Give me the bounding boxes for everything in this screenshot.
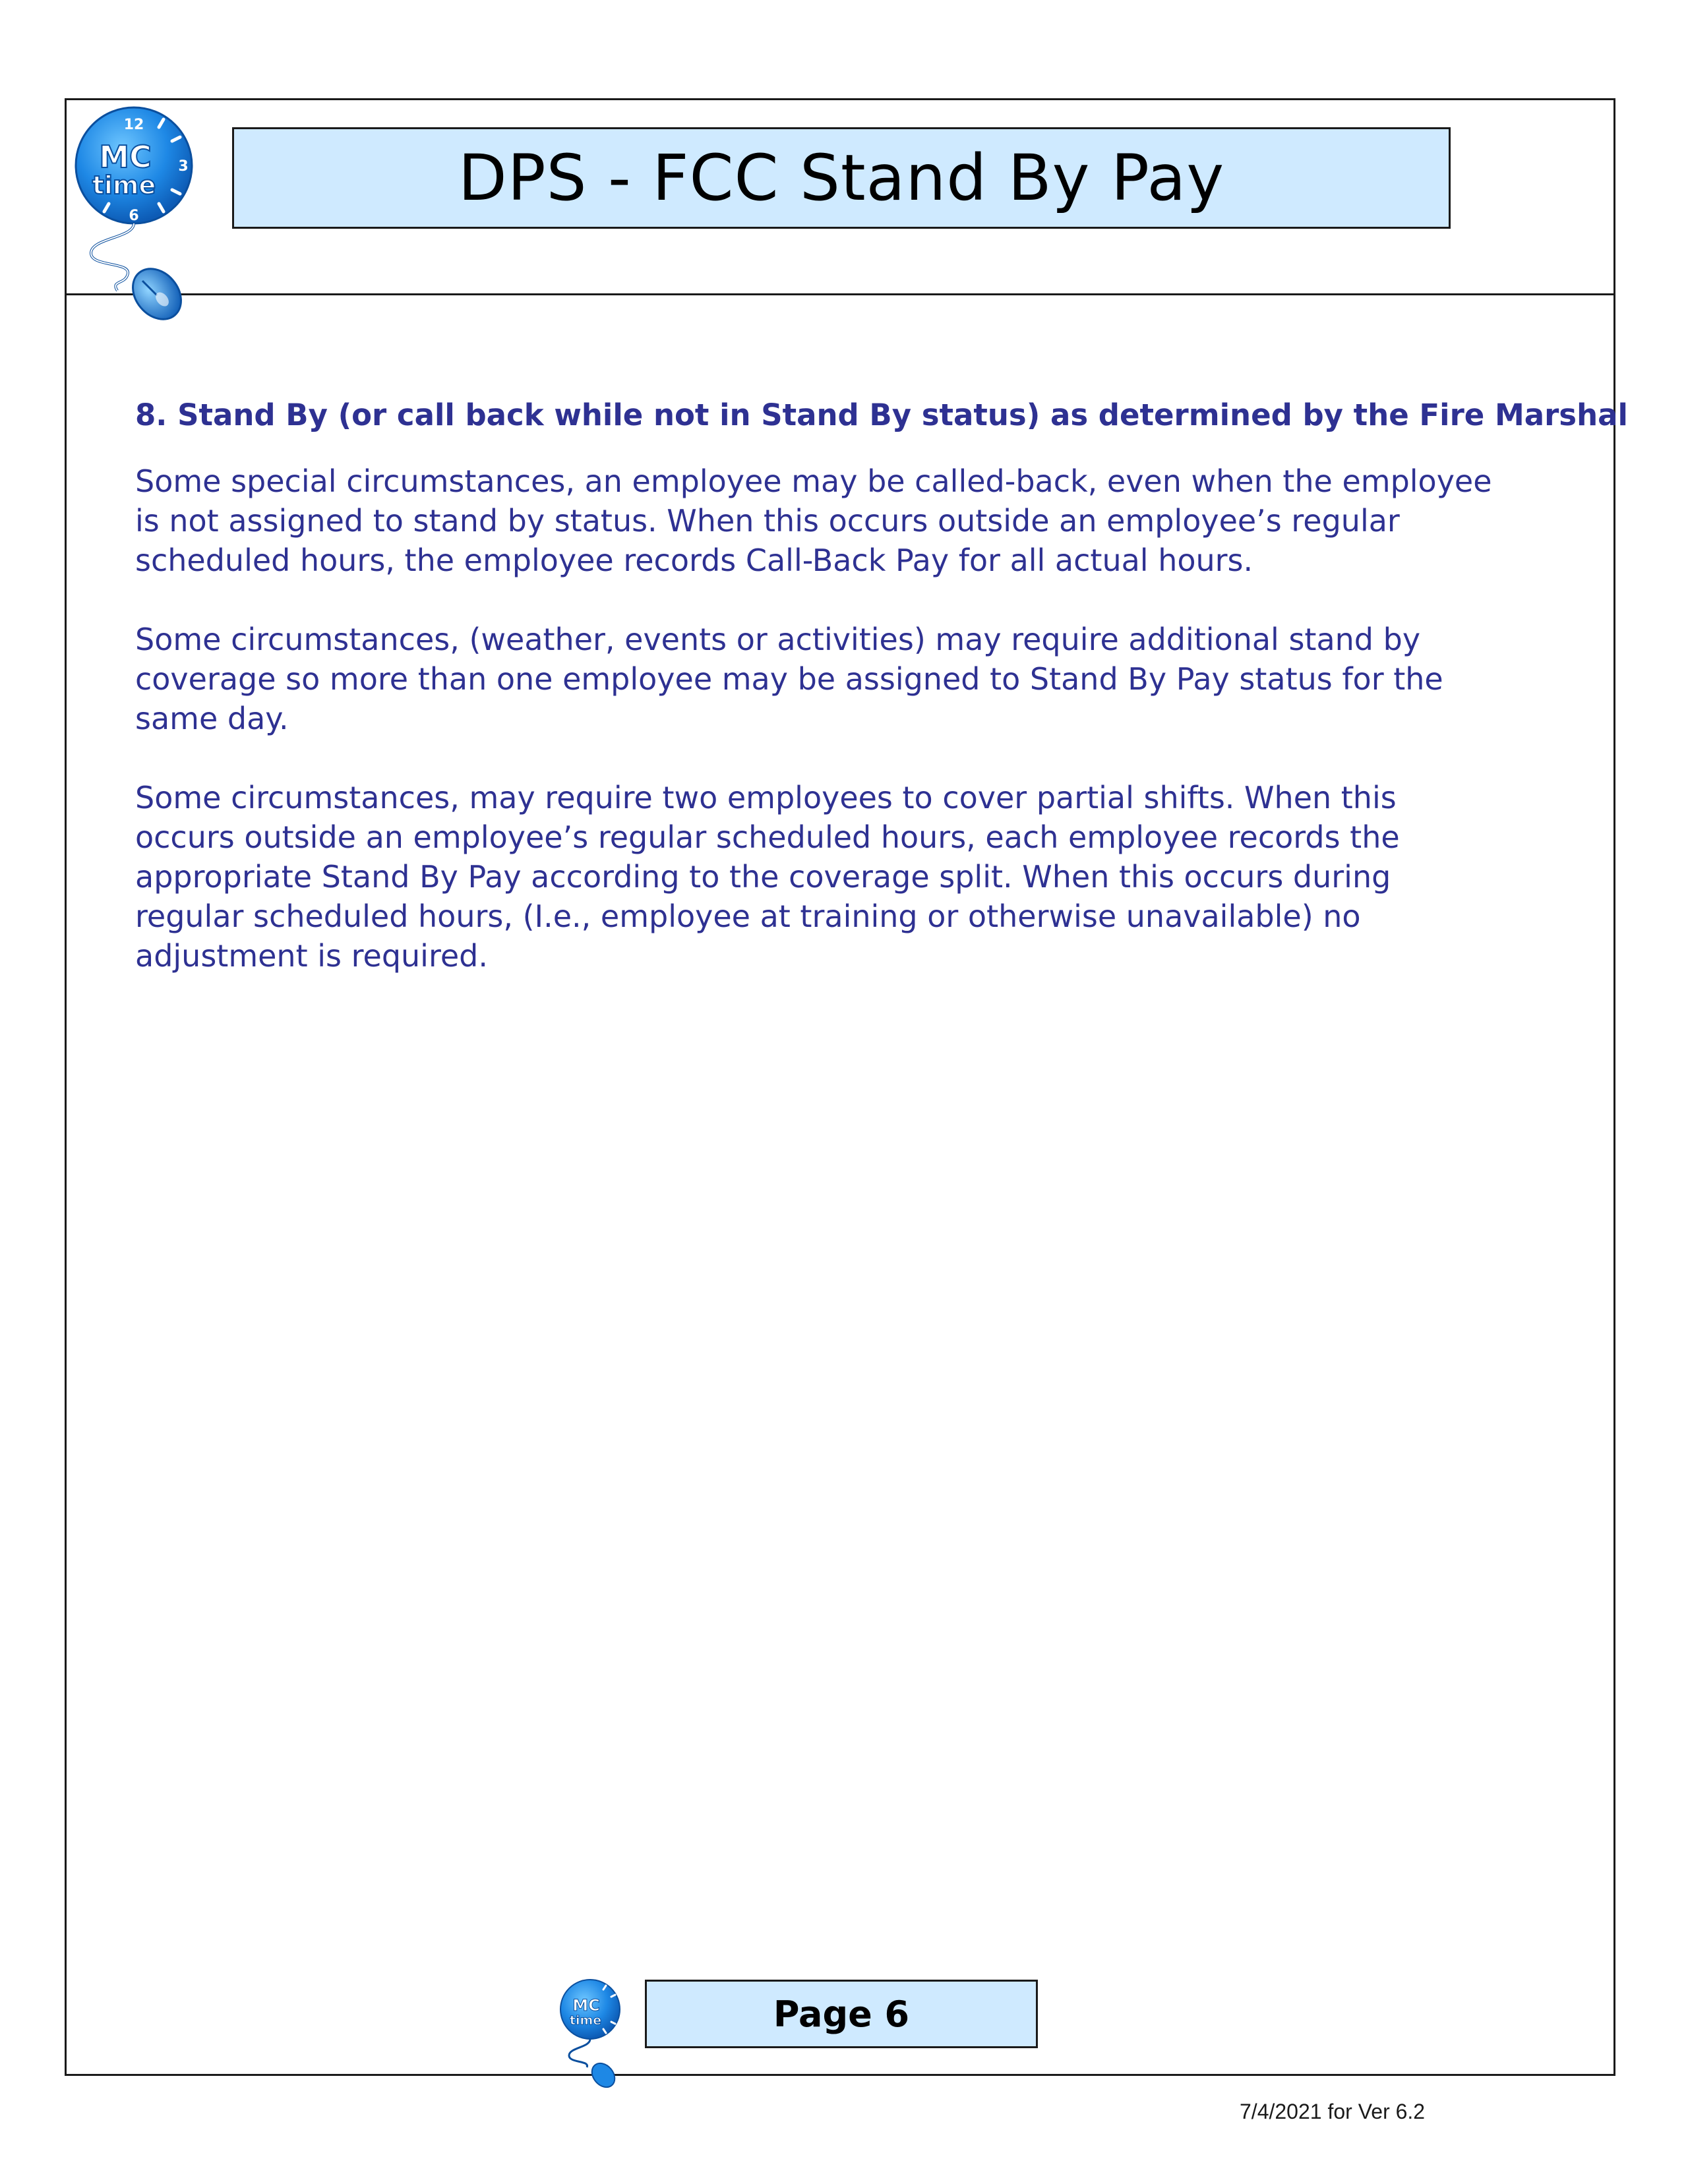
title-box bbox=[232, 127, 1451, 229]
svg-text:6: 6 bbox=[129, 208, 139, 224]
version-note: 7/4/2021 for Ver 6.2 bbox=[1240, 2100, 1426, 2123]
header-divider bbox=[65, 293, 1615, 295]
logo-mc-text: MC bbox=[99, 139, 152, 175]
paragraph-partial-shifts: Some circumstances, may require two employees to cover partial shifts. When this occurs outside an employee’s regular scheduled hours, each employee records the appropriate Stand By Pay according to the coverage split. When this occurs during regular scheduled hours, (I.e., employee at training or otherwise unavailable) no adjustment is required. bbox=[135, 780, 1400, 974]
logo-time-text: time bbox=[92, 171, 156, 200]
footer-logo-time-text: time bbox=[569, 2013, 602, 2028]
mc-time-logo-icon bbox=[71, 103, 203, 320]
svg-text:12: 12 bbox=[123, 117, 144, 133]
section-heading: 8. Stand By (or call back while not in Stand By status) as determined by the Fire Marshal bbox=[135, 398, 1628, 432]
page-number-box bbox=[645, 1980, 1038, 2048]
page-title: DPS - FCC Stand By Pay bbox=[458, 141, 1225, 215]
page-number: Page 6 bbox=[773, 1993, 910, 2035]
document-body bbox=[135, 389, 1628, 1015]
paragraph-call-back: Some special circumstances, an employee may be called-back, even when the employee is not assigned to stand by status. When this occurs outside an employee’s regular scheduled hours, the employee records Call-Back Pay for all actual hours. bbox=[135, 463, 1492, 578]
paragraph-additional-coverage: Some circumstances, (weather, events or activities) may require additional stand by coverage so more than one employee may be assigned to Stand By Pay status for the same day. bbox=[135, 622, 1443, 736]
footer-logo-mc-text: MC bbox=[572, 1996, 600, 2015]
svg-text:3: 3 bbox=[178, 158, 189, 175]
mc-time-footer-logo-icon bbox=[557, 1976, 630, 2088]
